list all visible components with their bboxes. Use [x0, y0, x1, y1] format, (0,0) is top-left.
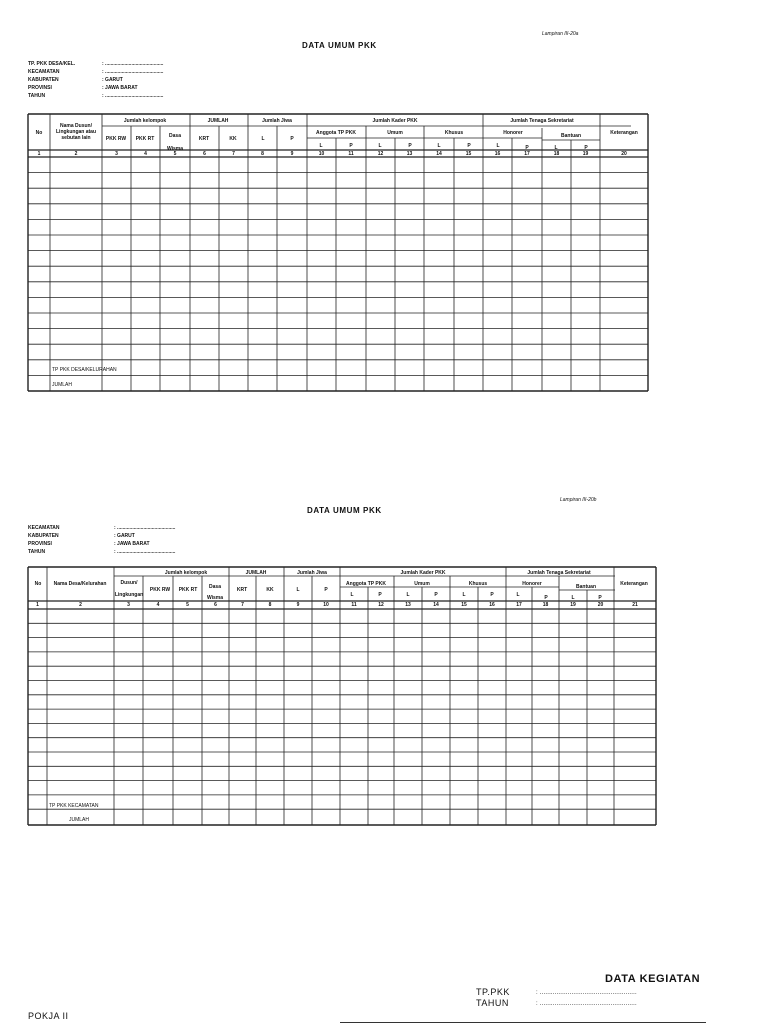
hdr-tenaga-p: P	[544, 595, 548, 601]
hdr-umum: Umum	[387, 130, 403, 136]
hdr-jumlah: JUMLAH	[245, 570, 267, 576]
meta-label: TAHUN	[28, 93, 46, 99]
column-number: 14	[436, 151, 442, 158]
hdr-jumlah-tenaga: Jumlah Tenaga Sekretariat	[510, 118, 574, 124]
column-number: 4	[144, 151, 147, 158]
meta-row-kecamatan	[28, 524, 175, 532]
footer-tp-pkk-kecamatan: TP PKK KECAMATAN	[49, 803, 99, 809]
meta-row-kabupaten	[28, 532, 175, 540]
tp-pkk-label: TP.PKK	[476, 987, 510, 997]
hdr-honorer: Honorer	[522, 581, 542, 587]
column-number: 3	[115, 151, 118, 158]
hdr-dasa: Dasa	[209, 584, 221, 590]
meta-value: : ..........................................	[102, 69, 164, 75]
column-number: 18	[553, 151, 560, 158]
meta-value: : ..........................................	[102, 93, 164, 99]
meta-label: KABUPATEN	[28, 77, 59, 83]
column-number: 19	[570, 602, 576, 609]
hdr-wisma: Wisma	[206, 595, 224, 601]
hdr-kk: KK	[266, 587, 274, 593]
tahun-value: : ....................................................	[536, 1001, 637, 1007]
column-number: 11	[348, 151, 354, 158]
hdr-jiwa-p: P	[324, 587, 328, 593]
column-number: 8	[261, 151, 264, 158]
column-number: 1	[36, 602, 39, 609]
column-number: 19	[582, 151, 589, 158]
column-number: 17	[516, 602, 522, 609]
data-kegiatan-title: DATA KEGIATAN	[605, 973, 701, 985]
meta-label: PROVINSI	[28, 85, 52, 91]
hdr-tenaga-l: L	[571, 595, 575, 601]
hdr-jiwa-l: L	[296, 587, 300, 593]
column-number: 17	[524, 151, 530, 158]
meta-label: KECAMATAN	[28, 69, 60, 75]
hdr-jumlah-kader: Jumlah Kader PKK	[372, 118, 418, 124]
pokja-label: POKJA II	[28, 1011, 69, 1021]
hdr-kader-l: L	[437, 143, 441, 149]
hdr-jumlah-jiwa: Jumlah Jiwa	[297, 570, 327, 576]
meta-row-provinsi	[28, 84, 163, 92]
meta-label: KECAMATAN	[28, 525, 60, 531]
hdr-wisma: Wisma	[166, 146, 184, 152]
meta-value: : GARUT	[102, 77, 123, 83]
hdr-umum: Umum	[414, 581, 430, 587]
column-number: 20	[621, 151, 627, 158]
data-table-1	[28, 114, 648, 391]
hdr-kader-p: P	[349, 143, 353, 149]
column-number: 12	[377, 151, 384, 158]
meta-value: : ..........................................	[114, 549, 176, 555]
footer-tp-pkk-desa: TP PKK DESA/KELURAHAN	[52, 367, 117, 373]
column-number: 13	[405, 602, 411, 609]
hdr-jiwa-l: L	[261, 136, 265, 142]
hdr-tenaga-l: L	[496, 143, 500, 149]
tp-pkk-value: : ....................................................	[536, 990, 637, 996]
column-number: 5	[186, 602, 189, 609]
column-number: 13	[406, 151, 413, 158]
column-number: 15	[465, 151, 472, 158]
hdr-pkk-rt: PKK RT	[135, 136, 155, 142]
column-number: 18	[542, 602, 549, 609]
footer-jumlah: JUMLAH	[69, 817, 90, 823]
hdr-dasa: Dasa	[169, 133, 181, 139]
meta-row-kecamatan	[28, 68, 163, 76]
column-number: 6	[214, 602, 217, 609]
hdr-jumlah-tenaga: Jumlah Tenaga Sekretariat	[527, 570, 591, 576]
column-number: 9	[290, 151, 294, 158]
hdr-jumlah-jiwa: Jumlah Jiwa	[262, 118, 292, 124]
hdr-kader-l: L	[319, 143, 323, 149]
column-number: 15	[461, 602, 467, 609]
column-number: 10	[323, 602, 329, 609]
hdr-tenaga-l: L	[516, 592, 520, 598]
column-number: 7	[241, 602, 244, 609]
meta-value: : ..........................................	[102, 61, 164, 67]
hdr-kader-l: L	[350, 592, 354, 598]
data-table-2	[28, 567, 656, 825]
hdr-kader-l: L	[462, 592, 466, 598]
meta-block	[28, 60, 163, 100]
hdr-tenaga-l: L	[554, 145, 558, 151]
hdr-nama-1: Nama Dusun/	[60, 123, 92, 129]
column-number: 12	[378, 602, 384, 609]
page-title: DATA UMUM PKK	[302, 41, 377, 50]
meta-value: : ..........................................	[114, 525, 176, 531]
column-number: 20	[597, 602, 604, 609]
hdr-anggota-tp: Anggota TP PKK	[346, 581, 386, 587]
hdr-jumlah-kelompok: Jumlah kelompok	[164, 570, 208, 576]
hdr-no: No	[34, 581, 42, 587]
meta-value: : JAWA BARAT	[114, 541, 150, 547]
hdr-kader-p: P	[378, 592, 382, 598]
hdr-pkk-rw: PKK RW	[149, 587, 171, 593]
hdr-anggota-tp: Anggota TP PKK	[316, 130, 356, 136]
hdr-bantuan: Bantuan	[576, 584, 596, 590]
column-number: 2	[79, 602, 82, 609]
hdr-kk: KK	[229, 136, 237, 142]
meta-value: : JAWA BARAT	[102, 85, 138, 91]
hdr-krt: KRT	[236, 587, 248, 593]
meta-row-tp	[28, 60, 163, 68]
column-number: 5	[173, 151, 177, 158]
hdr-no: No	[35, 130, 43, 136]
hdr-khusus: Khusus	[444, 130, 464, 136]
hdr-keterangan: Keterangan	[620, 581, 648, 587]
column-number: 1	[37, 151, 41, 158]
lampiran-label: Lampiran III-20a	[542, 31, 579, 37]
hdr-pkk-rt: PKK RT	[178, 587, 198, 593]
hdr-keterangan: Keterangan	[610, 130, 638, 136]
bottom-rule	[340, 1022, 706, 1023]
meta-block	[28, 524, 175, 556]
footer-jumlah: JUMLAH	[52, 382, 73, 388]
column-number: 8	[268, 602, 272, 609]
hdr-khusus: Khusus	[468, 581, 488, 587]
column-number: 7	[232, 151, 235, 158]
hdr-kader-p: P	[467, 143, 471, 149]
column-number: 11	[351, 602, 357, 609]
meta-row-tahun	[28, 548, 175, 556]
column-number: 3	[127, 602, 130, 609]
tahun-label: TAHUN	[476, 998, 509, 1008]
table-grid-2	[28, 567, 656, 825]
lampiran-label: Lampiran III-20b	[560, 497, 597, 503]
column-number: 14	[433, 602, 439, 609]
hdr-dusun: Dusun/	[120, 580, 138, 586]
hdr-jumlah-kader: Jumlah Kader PKK	[400, 570, 446, 576]
column-number: 10	[318, 151, 325, 158]
hdr-kader-p: P	[434, 592, 438, 598]
hdr-krt: KRT	[198, 136, 210, 142]
meta-label: KABUPATEN	[28, 533, 59, 539]
hdr-tenaga-p: P	[598, 595, 602, 601]
table-grid-1	[28, 114, 648, 391]
column-number: 9	[296, 602, 300, 609]
hdr-lingkungan: Lingkungan	[114, 592, 144, 598]
hdr-nama-2: Lingkungan atau	[56, 129, 96, 135]
hdr-nama: Nama Desa/Kelurahan	[53, 581, 107, 587]
meta-label: PROVINSI	[28, 541, 52, 547]
column-number: 16	[494, 151, 501, 158]
hdr-kader-p: P	[408, 143, 412, 149]
hdr-kader-l: L	[406, 592, 410, 598]
column-number: 2	[74, 151, 78, 158]
hdr-tenaga-p: P	[525, 145, 529, 151]
hdr-nama-3: sebutan lain	[61, 135, 91, 141]
hdr-honorer: Honorer	[503, 130, 523, 136]
column-number: 6	[203, 151, 206, 158]
meta-row-provinsi	[28, 540, 175, 548]
hdr-jumlah-kelompok: Jumlah kelompok	[123, 118, 167, 124]
page-title: DATA UMUM PKK	[307, 506, 382, 515]
meta-row-kabupaten	[28, 76, 163, 84]
meta-label: TAHUN	[28, 549, 46, 555]
meta-row-tahun	[28, 92, 163, 100]
hdr-kader-l: L	[378, 143, 382, 149]
column-number: 21	[632, 602, 638, 609]
column-number: 4	[156, 602, 160, 609]
hdr-pkk-rw: PKK RW	[105, 136, 127, 142]
hdr-jumlah: JUMLAH	[207, 118, 229, 124]
meta-label: TP. PKK DESA/KEL.	[28, 61, 76, 67]
hdr-bantuan: Bantuan	[561, 133, 581, 139]
hdr-kader-p: P	[490, 592, 494, 598]
column-number: 16	[489, 602, 495, 609]
hdr-tenaga-p: P	[584, 145, 588, 151]
meta-value: : GARUT	[114, 533, 135, 539]
hdr-jiwa-p: P	[290, 136, 294, 142]
